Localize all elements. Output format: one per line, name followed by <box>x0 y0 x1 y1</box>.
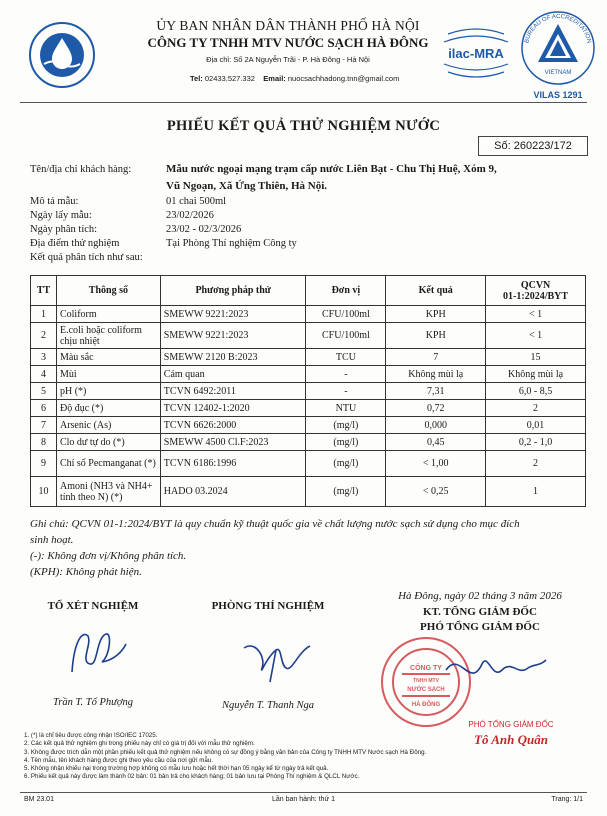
svg-text:NƯỚC SẠCH: NƯỚC SẠCH <box>407 687 445 693</box>
footnote-item: 4. Tên mẫu, tên khách hàng được ghi theo yêu cầu của nơi gửi mẫu. <box>24 756 213 764</box>
row-method: SMEWW 9221:2023 <box>160 306 306 323</box>
footnotes <box>24 732 584 782</box>
client-label: Tên/địa chỉ khách hàng: <box>30 164 132 175</box>
svg-text:ilac-MRA: ilac-MRA <box>448 46 504 61</box>
row-result: Không mùi lạ <box>386 366 486 383</box>
table-row <box>31 306 586 323</box>
row-unit: CFU/100ml <box>306 323 386 349</box>
row-method: TCVN 6186:1996 <box>160 451 306 477</box>
date-taken-value: 23/02/2026 <box>166 210 214 221</box>
results-label: Kết quả phân tích như sau: <box>30 252 143 263</box>
row-unit: (mg/l) <box>306 417 386 434</box>
row-standard: 0,01 <box>486 417 586 434</box>
results-table <box>30 275 586 507</box>
committee-name: ỦY BAN NHÂN DÂN THÀNH PHỐ HÀ NỘI <box>156 18 420 33</box>
row-result: 0,45 <box>386 434 486 451</box>
sample-value: 01 chai 500ml <box>166 196 227 207</box>
row-result: 0,000 <box>386 417 486 434</box>
row-standard: 1 <box>486 477 586 507</box>
row-method: TCVN 6492:2011 <box>160 383 306 400</box>
table-row <box>31 366 586 383</box>
table-row <box>31 349 586 366</box>
approver-role-stamp: PHÓ TỔNG GIÁM ĐỐC <box>468 720 554 729</box>
row-unit: - <box>306 383 386 400</box>
table-header-row <box>31 276 586 306</box>
page-number: Trang: 1/1 <box>551 796 583 803</box>
row-standard: < 1 <box>486 306 586 323</box>
row-unit: (mg/l) <box>306 451 386 477</box>
row-method: SMEWW 4500 Cl.F:2023 <box>160 434 306 451</box>
row-parameter: E.coli hoặc coliform chịu nhiệt <box>56 323 160 349</box>
approver-title-2: PHÓ TỔNG GIÁM ĐỐC <box>420 621 540 633</box>
row-unit: - <box>306 366 386 383</box>
place-value: Tại Phòng Thí nghiệm Công ty <box>166 238 297 249</box>
table-row <box>31 417 586 434</box>
row-index: 7 <box>31 417 57 434</box>
footnote-item: 3. Không được trích dẫn một phần phiếu kết quả thử nghiệm nếu không có sự đồng ý bằng văn bản của Công ty TNHH MTV Nước sạch Hà Đông. <box>24 748 427 756</box>
row-parameter: Arsenic (As) <box>56 417 160 434</box>
row-standard: Không mùi lạ <box>486 366 586 383</box>
footnote-item: 6. Phiếu kết quả này được làm thành 02 bản: 01 bản trả cho khách hàng; 01 bản lưu tại Phòng Thí nghiệm & QLCL Nước. <box>24 773 360 781</box>
tester-name: Trần T. Tố Phượng <box>53 697 133 708</box>
row-result: 0,72 <box>386 400 486 417</box>
row-unit: CFU/100ml <box>306 306 386 323</box>
col-header: Thông số <box>56 276 160 306</box>
document-title: PHIẾU KẾT QUẢ THỬ NGHIỆM NƯỚC <box>166 118 441 134</box>
row-index: 9 <box>31 451 57 477</box>
lab-title: PHÒNG THÍ NGHIỆM <box>211 600 325 612</box>
tester-title: TỔ XÉT NGHIỆM <box>47 600 139 612</box>
lab-signature <box>236 628 316 684</box>
row-result: 7,31 <box>386 383 486 400</box>
approver-title-1: KT. TỔNG GIÁM ĐỐC <box>423 606 537 618</box>
col-header: Kết quả <box>386 276 486 306</box>
note-line: sinh hoạt. <box>30 534 74 546</box>
table-row <box>31 323 586 349</box>
table-row <box>31 451 586 477</box>
row-index: 1 <box>31 306 57 323</box>
row-method: TCVN 12402-1:2020 <box>160 400 306 417</box>
col-header: Phương pháp thử <box>160 276 306 306</box>
ilac-mra-logo <box>438 24 514 82</box>
date-analysis-label: Ngày phân tích: <box>30 224 98 235</box>
company-name: CÔNG TY TNHH MTV NƯỚC SẠCH HÀ ĐÔNG <box>147 35 429 50</box>
footnote-item: 2. Các kết quả thử nghiệm ghi trong phiếu này chỉ có giá trị đối với mẫu thử nghiệm. <box>24 740 255 748</box>
row-method: Cảm quan <box>160 366 306 383</box>
approver-name-stamp: Tô Anh Quân <box>474 732 548 747</box>
vilas-accreditation-logo <box>518 8 598 104</box>
sample-label: Mô tả mẫu: <box>30 196 79 207</box>
svg-text:CÔNG TY: CÔNG TY <box>410 665 442 672</box>
col-header: Đơn vị <box>306 276 386 306</box>
svg-text:VILAS 1291: VILAS 1291 <box>533 90 583 100</box>
row-result: < 0,25 <box>386 477 486 507</box>
row-parameter: Amoni (NH3 và NH4+ tính theo N) (*) <box>56 477 160 507</box>
row-index: 4 <box>31 366 57 383</box>
row-standard: 6,0 - 8,5 <box>486 383 586 400</box>
row-result: KPH <box>386 323 486 349</box>
note-line: Ghi chú: QCVN 01-1:2024/BYT là quy chuẩn kỹ thuật quốc gia về chất lượng nước sạch sử dụng cho mục đích <box>30 518 520 530</box>
row-index: 5 <box>31 383 57 400</box>
row-parameter: Clo dư tự do (*) <box>56 434 160 451</box>
table-row <box>31 477 586 507</box>
col-header: TT <box>31 276 57 306</box>
row-parameter: Coliform <box>56 306 160 323</box>
row-standard: 0,2 - 1,0 <box>486 434 586 451</box>
row-method: HADO 03.2024 <box>160 477 306 507</box>
row-index: 8 <box>31 434 57 451</box>
notes <box>30 516 590 580</box>
approver-signature <box>440 640 550 700</box>
row-unit: (mg/l) <box>306 434 386 451</box>
org-header <box>118 18 458 83</box>
table-row <box>31 434 586 451</box>
document-number: Số: 260223/172 <box>478 136 588 156</box>
row-method: SMEWW 2120 B:2023 <box>160 349 306 366</box>
date-taken-label: Ngày lấy mẫu: <box>30 210 92 221</box>
footnote-item: 1. (*) là chỉ tiêu được công nhận ISO/IEC 17025. <box>24 732 158 739</box>
svg-text:VIETNAM: VIETNAM <box>544 70 572 76</box>
row-parameter: Chỉ số Pecmanganat (*) <box>56 451 160 477</box>
row-unit: NTU <box>306 400 386 417</box>
company-contact: Tel: 02433.527.332 Email: nuocsachhadong.tnn@gmail.com <box>190 74 400 83</box>
client-line2: Vũ Ngoạn, Xã Ứng Thiên, Hà Nội. <box>166 180 328 192</box>
company-logo <box>18 20 106 90</box>
row-parameter: Màu sắc <box>56 349 160 366</box>
date-analysis-value: 23/02 - 02/3/2026 <box>166 224 242 235</box>
sign-date: Hà Đông, ngày 02 tháng 3 năm 2026 <box>398 590 562 602</box>
footnote-item: 5. Không nhận khiếu nại trong trường hợp không có mẫu lưu hoặc hết thời hạn 05 ngày kể từ ngày trả kết quả. <box>24 765 329 773</box>
row-unit: TCU <box>306 349 386 366</box>
row-parameter: Độ đục (*) <box>56 400 160 417</box>
row-standard: 2 <box>486 400 586 417</box>
table-row <box>31 400 586 417</box>
header-divider <box>20 102 587 103</box>
svg-text:HÀ ĐÔNG: HÀ ĐÔNG <box>411 702 441 708</box>
company-address: Địa chỉ: Số 2A Nguyễn Trãi - P. Hà Đông - Hà Nội <box>206 55 370 64</box>
row-unit: (mg/l) <box>306 477 386 507</box>
col-header-standard: QCVN 01-1:2024/BYT <box>486 276 586 306</box>
form-code: BM 23.01 <box>24 796 54 803</box>
lab-name: Nguyễn T. Thanh Nga <box>222 700 314 711</box>
row-standard: 2 <box>486 451 586 477</box>
edition: Lần ban hành: thứ 1 <box>271 796 336 803</box>
note-line: (-): Không đơn vị/Không phân tích. <box>30 550 187 562</box>
row-method: SMEWW 9221:2023 <box>160 323 306 349</box>
tester-signature <box>62 622 132 680</box>
place-label: Địa điểm thử nghiệm <box>30 238 120 249</box>
note-line: (KPH): Không phát hiện. <box>30 566 142 578</box>
footer-divider <box>20 792 587 793</box>
client-line1: Mẫu nước ngoại mạng trạm cấp nước Liên Bạt - Chu Thị Huệ, Xóm 9, <box>166 163 497 175</box>
row-index: 2 <box>31 323 57 349</box>
row-result: < 1,00 <box>386 451 486 477</box>
row-index: 3 <box>31 349 57 366</box>
row-standard: 15 <box>486 349 586 366</box>
row-method: TCVN 6626:2000 <box>160 417 306 434</box>
row-index: 10 <box>31 477 57 507</box>
row-result: 7 <box>386 349 486 366</box>
row-standard: < 1 <box>486 323 586 349</box>
table-row <box>31 383 586 400</box>
row-result: KPH <box>386 306 486 323</box>
svg-text:TNHH MTV: TNHH MTV <box>413 678 439 684</box>
row-parameter: Mùi <box>56 366 160 383</box>
row-parameter: pH (*) <box>56 383 160 400</box>
svg-text:BUREAU OF ACCREDITATION: BUREAU OF ACCREDITATION <box>524 13 592 44</box>
row-index: 6 <box>31 400 57 417</box>
